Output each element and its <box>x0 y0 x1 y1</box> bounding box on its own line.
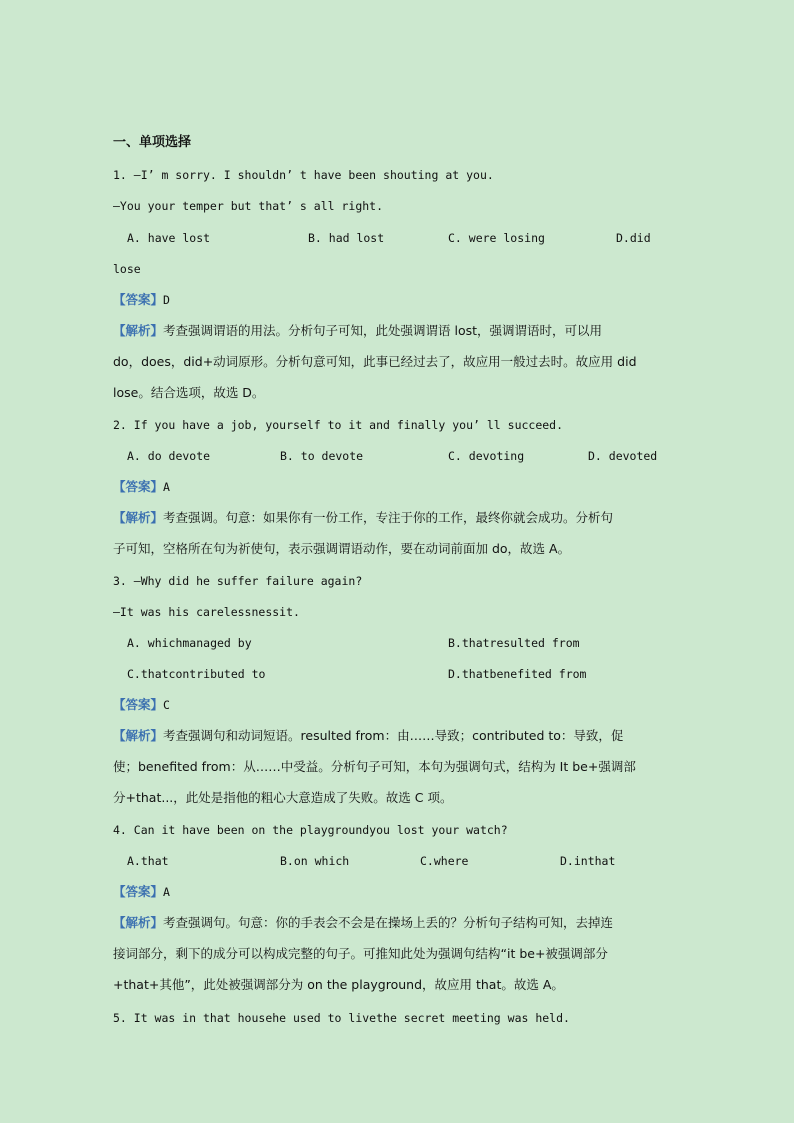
question-1-analysis-2: do，does，did+动词原形。分析句意可知，此事已经过去了，故应用一般过去时。故应用 did <box>113 354 637 369</box>
question-1-answer <box>113 291 694 309</box>
question-2-option-d: D. devoted <box>588 449 658 463</box>
question-3-option-a: A. whichmanaged by <box>127 636 252 650</box>
question-3-analysis-1 <box>113 727 694 745</box>
question-1-option-b: B. had lost <box>308 231 385 245</box>
analysis-text: 考查强调。句意：如果你有一份工作，专注于你的工作，最终你就会成功。分析句 <box>163 510 614 525</box>
question-4-analysis-1 <box>113 914 694 932</box>
question-4-option-b: B.on which <box>280 854 350 868</box>
question-2-analysis-2: 子可知，空格所在句为祈使句，表示强调谓语动作，要在动词前面加 do，故选 A。 <box>113 541 571 556</box>
question-1-stem: 1. —I’ m sorry. I shouldn’ t have been shouting at you. <box>113 168 494 182</box>
question-4-option-d: D.inthat <box>560 854 616 868</box>
question-1-option-d: D.did <box>616 231 651 245</box>
answer-value: D <box>163 293 170 307</box>
question-3-option-d: D.thatbenefited from <box>448 667 587 681</box>
question-2-analysis-1 <box>113 509 694 527</box>
answer-value: A <box>163 480 170 494</box>
question-2-option-c: C. devoting <box>448 449 525 463</box>
question-4-stem: 4. Can it have been on the playgroundyou lost your watch? <box>113 823 508 837</box>
analysis-label: 【解析】 <box>113 915 164 930</box>
answer-label: 【答案】 <box>113 479 164 494</box>
question-3-option-b: B.thatresulted from <box>448 636 580 650</box>
question-3-stem-2: —It was his carelessnessit. <box>113 605 300 619</box>
question-2-option-b: B. to devote <box>280 449 364 463</box>
question-1-option-a: A. have lost <box>127 231 211 245</box>
question-4-answer <box>113 883 694 901</box>
question-3-answer <box>113 696 694 714</box>
analysis-label: 【解析】 <box>113 323 164 338</box>
question-2-stem: 2. If you have a job, yourself to it and finally you’ ll succeed. <box>113 418 564 432</box>
question-4-option-c: C.where <box>420 854 469 868</box>
question-3-option-c: C.thatcontributed to <box>127 667 266 681</box>
answer-label: 【答案】 <box>113 292 164 307</box>
analysis-label: 【解析】 <box>113 728 164 743</box>
section-title: 一、单项选择 <box>113 135 192 150</box>
analysis-text: 考查强调句。句意：你的手表会不会是在操场上丢的？分析句子结构可知，去掉连 <box>163 915 614 930</box>
question-3-stem: 3. —Why did he suffer failure again? <box>113 574 363 588</box>
question-3-analysis-3: 分+that...，此处是指他的粗心大意造成了失败。故选 C 项。 <box>113 790 453 805</box>
analysis-text: 考查强调句和动词短语。resulted from：由……导致；contributed to：导致，促 <box>163 728 624 743</box>
question-1-option-wrap: lose <box>113 262 141 276</box>
answer-label: 【答案】 <box>113 697 164 712</box>
question-4-option-a: A.that <box>127 854 169 868</box>
question-3-analysis-2: 使；benefited from：从……中受益。分析句子可知，本句为强调句式，结构为 It be+强调部 <box>113 759 636 774</box>
analysis-label: 【解析】 <box>113 510 164 525</box>
question-1-analysis-1 <box>113 322 694 340</box>
analysis-text: 考查强调谓语的用法。分析句子可知，此处强调谓语 lost，强调谓语时，可以用 <box>163 323 603 338</box>
question-1-analysis-3: lose。结合选项，故选 D。 <box>113 385 265 400</box>
question-2-answer <box>113 478 694 496</box>
question-4-analysis-2: 接词部分，剩下的成分可以构成完整的句子。可推知此处为强调句结构“it be+被强调部分 <box>113 946 608 961</box>
question-1-option-c: C. were losing <box>448 231 545 245</box>
question-2-option-a: A. do devote <box>127 449 211 463</box>
question-4-analysis-3: +that+其他”，此处被强调部分为 on the playground，故应用 that。故选 A。 <box>113 977 564 992</box>
question-1-stem-2: —You your temper but that’ s all right. <box>113 199 384 213</box>
answer-label: 【答案】 <box>113 884 164 899</box>
answer-value: C <box>163 698 170 712</box>
answer-value: A <box>163 885 170 899</box>
question-5-stem: 5. It was in that househe used to livethe secret meeting was held. <box>113 1011 570 1025</box>
